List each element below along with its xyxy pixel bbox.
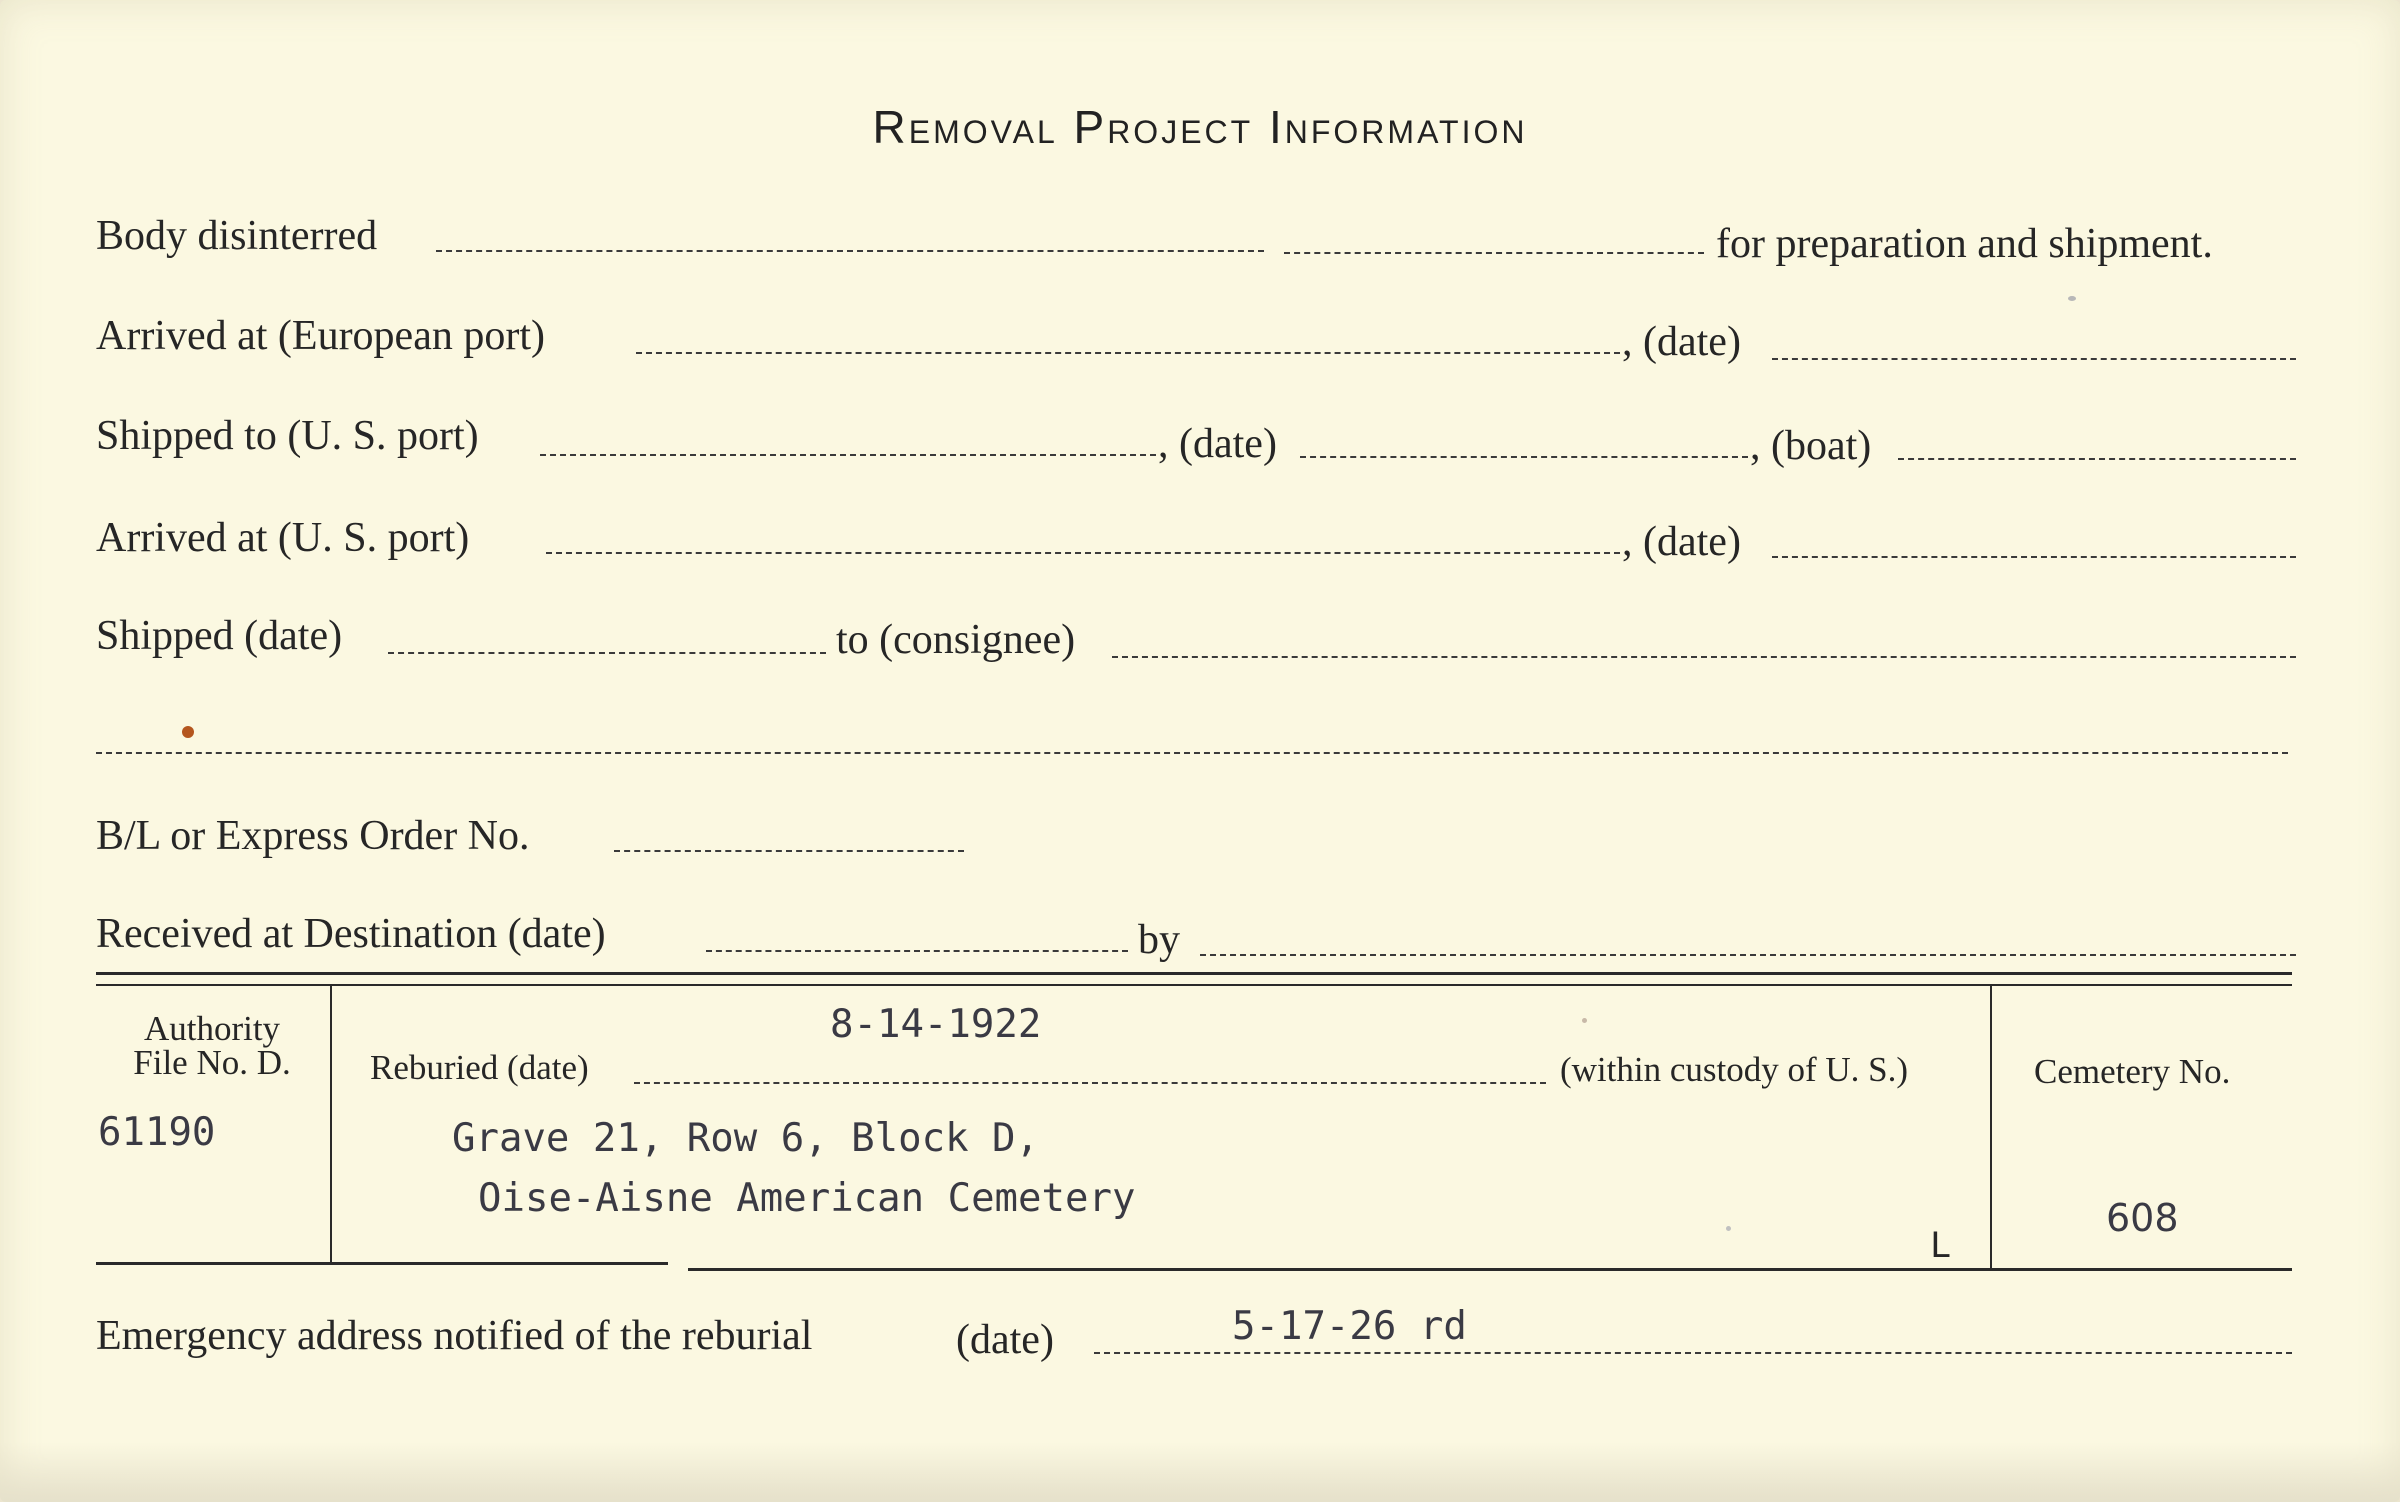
cemetery-number-value: 608 <box>2106 1196 2179 1240</box>
table-divider-right <box>1990 986 1992 1268</box>
table-divider-left <box>330 986 332 1262</box>
custody-label: (within custody of U. S.) <box>1560 1050 1909 1089</box>
paper-speck <box>1582 1018 1587 1023</box>
file-number-label: File No. D. <box>133 1043 291 1082</box>
reburied-date-line <box>634 1082 1546 1084</box>
grave-location-line1: Grave 21, Row 6, Block D, <box>452 1116 1039 1161</box>
boat-line <box>1898 458 2296 460</box>
arrived-us-date-label: , (date) <box>1622 519 1741 565</box>
body-disinterred-line <box>436 250 1264 252</box>
consignee-line <box>1112 656 2296 658</box>
received-by-line <box>1200 954 2296 956</box>
arrived-us-port-line <box>546 552 1620 554</box>
european-date-label: , (date) <box>1622 319 1741 365</box>
shipped-date-row-line <box>388 652 826 654</box>
authority-file-value: 61190 <box>98 1110 216 1155</box>
worn-bottom-edge <box>0 1442 2400 1502</box>
authority-label: Authority <box>143 1009 281 1048</box>
consignee-label: to (consignee) <box>836 617 1076 663</box>
shipped-us-port-line <box>540 454 1156 456</box>
body-disinterred-line-2 <box>1284 252 1704 254</box>
arrived-european-port-label: Arrived at (European port) <box>96 313 545 359</box>
card-title: Removal Project Information <box>872 101 1528 153</box>
rust-stain <box>182 726 194 738</box>
consignee-continuation-line <box>96 752 2288 754</box>
body-disinterred-label: Body disinterred <box>96 213 378 259</box>
grave-location-line2: Oise-Aisne American Cemetery <box>478 1176 1136 1221</box>
european-date-line <box>1772 358 2296 360</box>
paper-speck <box>2068 296 2076 301</box>
preparation-shipment-label: for preparation and shipment. <box>1716 221 2213 267</box>
clerk-initial: L <box>1930 1226 1952 1266</box>
cemetery-number-label: Cemetery No. <box>2034 1052 2231 1091</box>
emergency-date-line <box>1094 1352 2292 1354</box>
emergency-date-value: 5-17-26 rd <box>1232 1304 1467 1349</box>
table-bottom-rule-right <box>688 1268 2292 1271</box>
arrived-european-port-line <box>636 352 1620 354</box>
bl-order-label: B/L or Express Order No. <box>96 813 530 859</box>
reburied-date-label: Reburied (date) <box>370 1048 589 1087</box>
shipped-date-row-label: Shipped (date) <box>96 613 343 659</box>
paper-speck <box>1726 1226 1731 1231</box>
arrived-us-port-label: Arrived at (U. S. port) <box>96 515 470 561</box>
table-top-rule <box>96 972 2292 975</box>
shipped-date-label: , (date) <box>1158 421 1277 467</box>
arrived-us-date-line <box>1772 556 2296 558</box>
emergency-date-label: (date) <box>956 1317 1054 1363</box>
received-destination-label: Received at Destination (date) <box>96 911 606 957</box>
table-bottom-rule-left <box>96 1262 668 1265</box>
table-top-rule-2 <box>96 984 2292 986</box>
boat-label: , (boat) <box>1750 423 1872 469</box>
by-label: by <box>1138 917 1180 963</box>
shipped-date-line <box>1300 456 1748 458</box>
shipped-us-port-label: Shipped to (U. S. port) <box>96 413 479 459</box>
authority-label-wrap <box>112 1009 312 1082</box>
received-date-line <box>706 950 1128 952</box>
bl-order-line <box>614 850 964 852</box>
reburied-date-value: 8-14-1922 <box>830 1002 1042 1047</box>
emergency-label: Emergency address notified of the reburial <box>96 1313 813 1359</box>
